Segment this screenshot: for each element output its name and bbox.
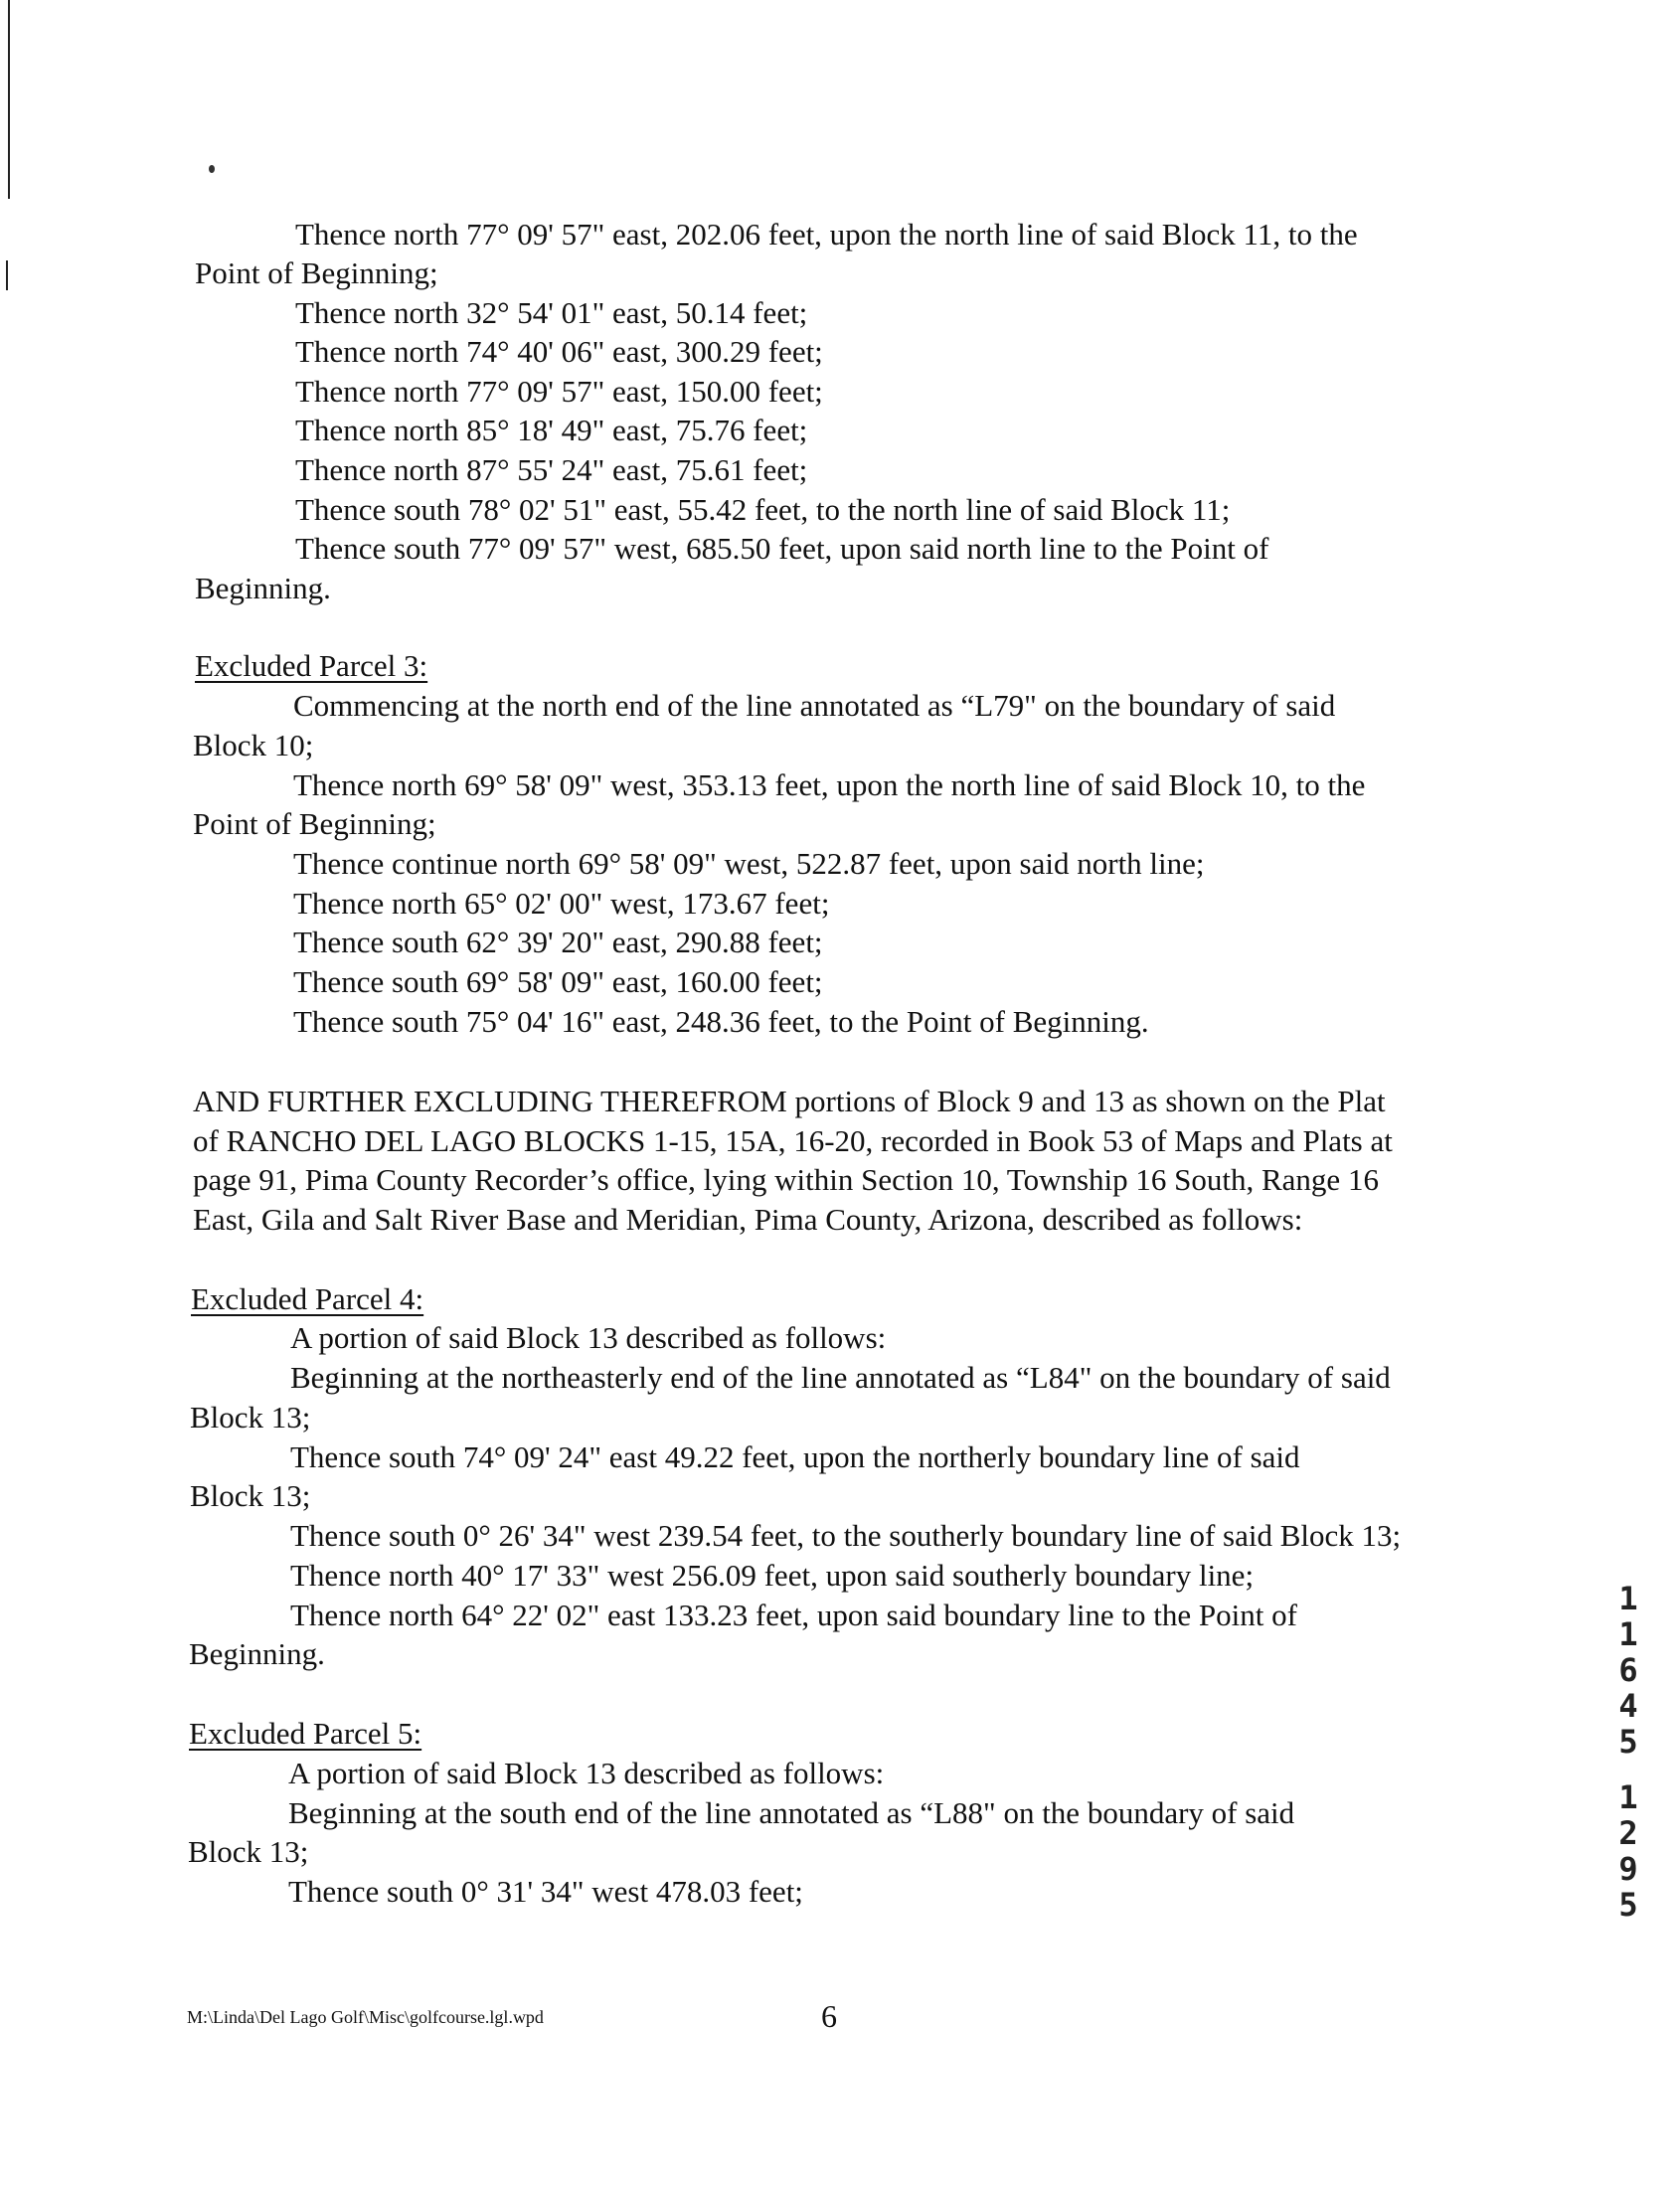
stamp-digit: 6 (1618, 1651, 1638, 1689)
stamp-digit: 9 (1618, 1850, 1638, 1888)
stamp-digit: 1 (1618, 1580, 1638, 1617)
text-line: East, Gila and Salt River Base and Meridian, Pima County, Arizona, described as follows: (193, 1202, 1303, 1237)
text-line: Thence north 40° 17' 33" west 256.09 feet, upon said southerly boundary line; (290, 1558, 1255, 1593)
page-number: 6 (821, 1998, 837, 2034)
text-line: Thence south 78° 02' 51" east, 55.42 feet, to the north line of said Block 11; (295, 492, 1231, 527)
recording-stamp (1608, 1581, 1648, 1760)
text-line: Point of Beginning; (193, 806, 436, 841)
text-line: Thence south 77° 09' 57" west, 685.50 feet, upon said north line to the Point of (295, 531, 1269, 566)
stamp-digit: 2 (1618, 1814, 1638, 1852)
text-line: Thence south 0° 26' 34" west 239.54 feet, to the southerly boundary line of said Block 13; (290, 1518, 1402, 1553)
text-line: Thence north 64° 22' 02" east 133.23 feet, upon said boundary line to the Point of (290, 1598, 1297, 1632)
text-line: Thence south 69° 58' 09" east, 160.00 feet; (293, 964, 823, 999)
text-line: A portion of said Block 13 described as follows: (288, 1756, 885, 1790)
text-line: Thence north 87° 55' 24" east, 75.61 feet; (295, 452, 808, 487)
text-line: Thence north 65° 02' 00" west, 173.67 feet; (293, 886, 830, 921)
stamp-digit: 1 (1618, 1778, 1638, 1816)
stamp-digit: 5 (1618, 1723, 1638, 1761)
text-line: Beginning. (195, 571, 331, 605)
text-line: Thence south 75° 04' 16" east, 248.36 feet, to the Point of Beginning. (293, 1004, 1149, 1039)
excluded-parcel-3-heading: Excluded Parcel 3: (195, 648, 428, 683)
text-line: Beginning. (189, 1636, 325, 1671)
text-line: Thence south 74° 09' 24" east 49.22 feet, upon the northerly boundary line of said (290, 1439, 1300, 1474)
text-line: AND FURTHER EXCLUDING THEREFROM portions of Block 9 and 13 as shown on the Plat (193, 1084, 1386, 1118)
text-line: Block 13; (190, 1478, 311, 1513)
text-line: of RANCHO DEL LAGO BLOCKS 1-15, 15A, 16-20, recorded in Book 53 of Maps and Plats at (193, 1123, 1393, 1158)
text-line: Block 13; (188, 1834, 309, 1869)
text-line: Thence north 32° 54' 01" east, 50.14 feet; (295, 295, 808, 330)
footer-file-path: M:\Linda\Del Lago Golf\Misc\golfcourse.lgl.wpd (187, 2007, 544, 2027)
text-line: Thence south 62° 39' 20" east, 290.88 feet; (293, 925, 823, 959)
excluded-parcel-4-heading: Excluded Parcel 4: (191, 1281, 424, 1316)
recording-stamp (1608, 1779, 1648, 1923)
text-line: Thence south 0° 31' 34" west 478.03 feet; (288, 1874, 803, 1909)
text-line: Thence north 69° 58' 09" west, 353.13 feet, upon the north line of said Block 10, to the (293, 767, 1366, 802)
text-line: Thence continue north 69° 58' 09" west, 522.87 feet, upon said north line; (293, 846, 1205, 881)
text-line: Thence north 85° 18' 49" east, 75.76 feet; (295, 413, 808, 447)
text-line: Point of Beginning; (195, 255, 438, 290)
excluded-parcel-5-heading: Excluded Parcel 5: (189, 1716, 422, 1751)
text-line: page 91, Pima County Recorder’s office, lying within Section 10, Township 16 South, Range 16 (193, 1162, 1379, 1197)
stamp-digit: 5 (1618, 1886, 1638, 1924)
stamp-digit: 4 (1618, 1687, 1638, 1725)
stamp-digit: 1 (1618, 1615, 1638, 1653)
text-line: Beginning at the south end of the line annotated as “L88" on the boundary of said (288, 1795, 1295, 1830)
text-line: Thence north 74° 40' 06" east, 300.29 feet; (295, 334, 823, 369)
scan-edge-mark (6, 260, 8, 290)
text-line: Thence north 77° 09' 57" east, 150.00 feet; (295, 374, 823, 409)
text-line: Thence north 77° 09' 57" east, 202.06 feet, upon the north line of said Block 11, to the (295, 217, 1358, 252)
text-line: Block 10; (193, 728, 314, 762)
text-line: Block 13; (190, 1400, 311, 1435)
text-line: A portion of said Block 13 described as follows: (290, 1320, 887, 1355)
text-line: Beginning at the northeasterly end of the line annotated as “L84" on the boundary of said (290, 1360, 1391, 1395)
scan-edge-mark (8, 0, 10, 199)
text-line: Commencing at the north end of the line annotated as “L79" on the boundary of said (293, 688, 1336, 723)
scan-speck (209, 165, 215, 173)
